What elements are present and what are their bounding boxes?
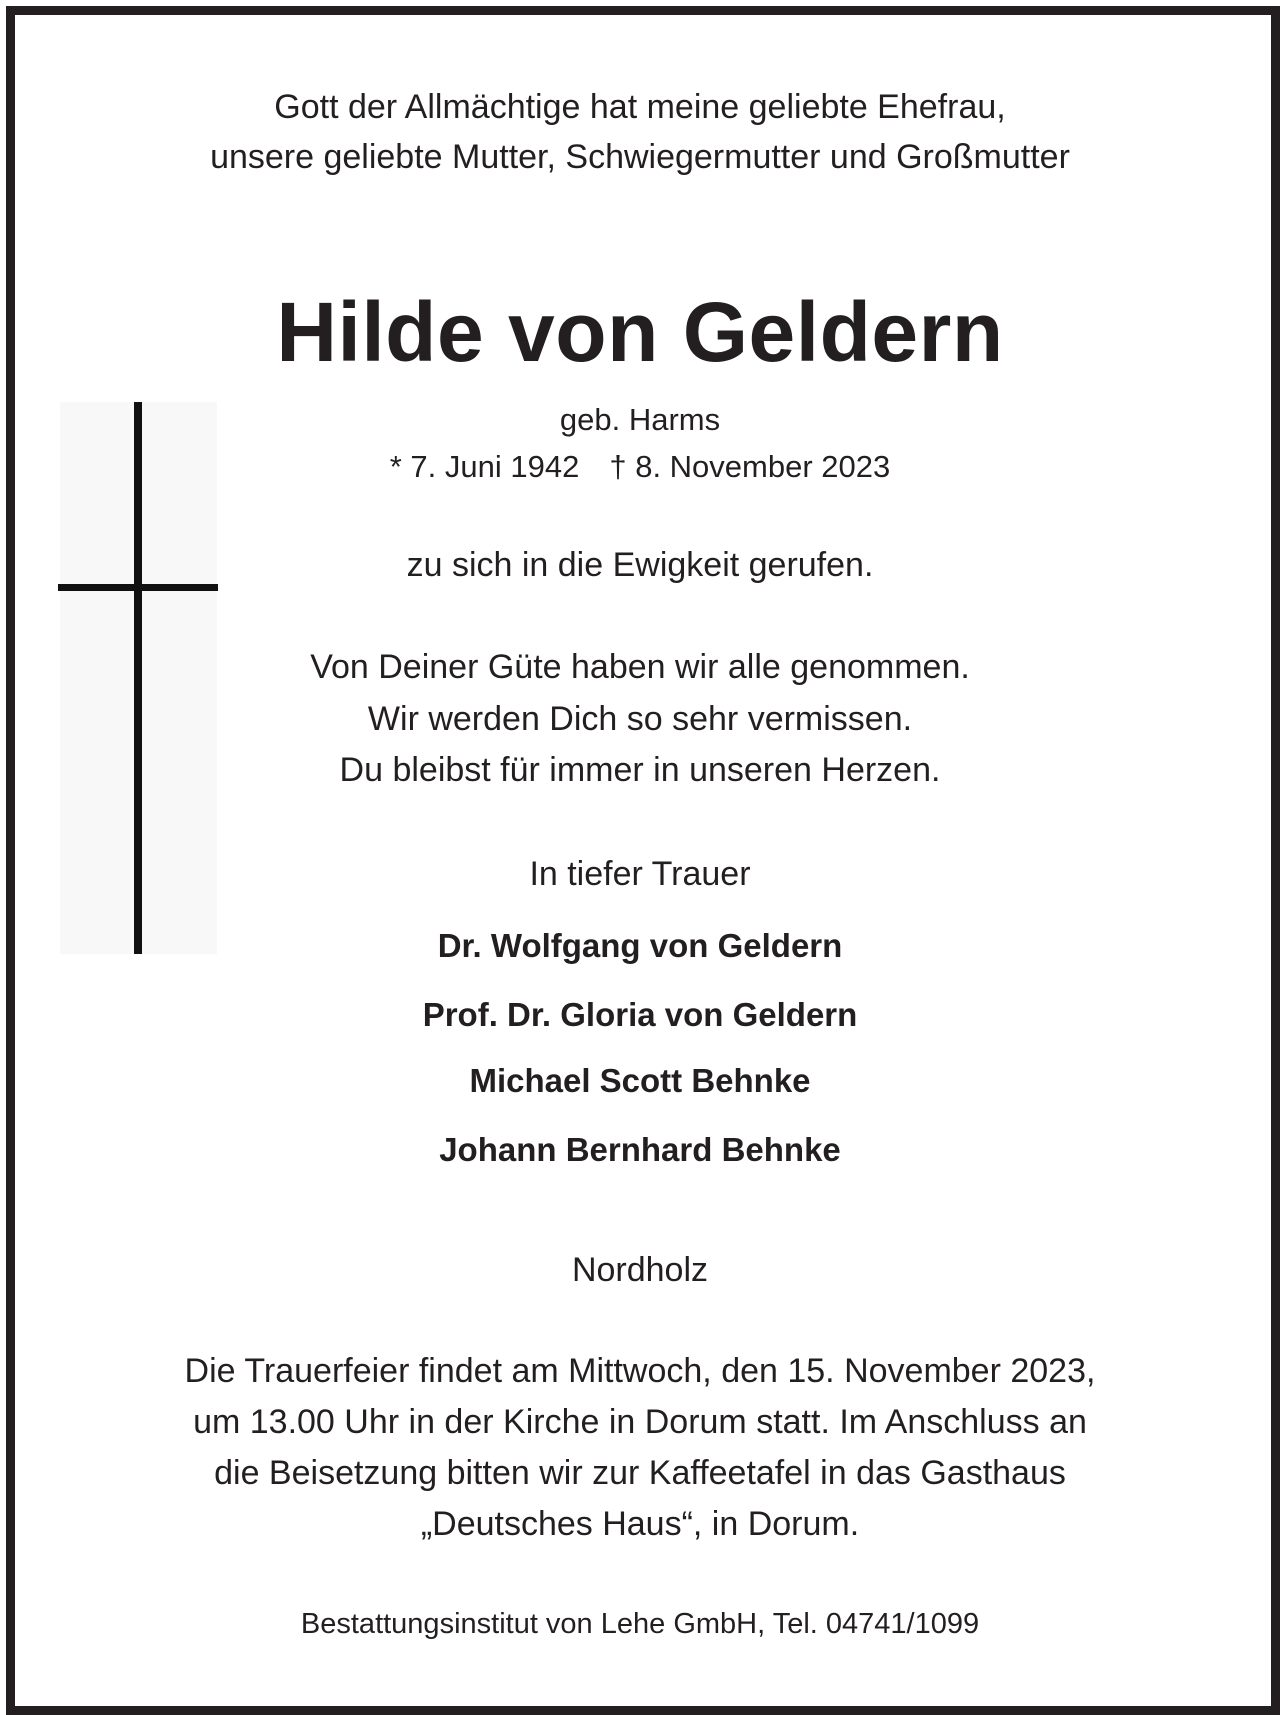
verse-line-3: Du bleibst für immer in unseren Herzen. <box>339 751 941 789</box>
funeral-line-2: um 13.00 Uhr in der Kirche in Dorum statt. Im Anschluss an <box>193 1403 1087 1441</box>
verse-line-1: Von Deiner Güte haben wir alle genommen. <box>310 648 970 686</box>
funeral-line-1: Die Trauerfeier findet am Mittwoch, den 15. November 2023, <box>184 1352 1096 1390</box>
deceased-name: Hilde von Geldern <box>276 285 1004 379</box>
mourning-label: In tiefer Trauer <box>529 855 751 893</box>
death-date: † 8. November 2023 <box>609 449 891 484</box>
funeral-line-3: die Beisetzung bitten wir zur Kaffeetafel in das Gasthaus <box>214 1454 1066 1492</box>
funeral-home-footer: Bestattungsinstitut von Lehe GmbH, Tel. 04741/1099 <box>300 1608 980 1640</box>
cross-icon-horizontal-bar <box>58 584 218 591</box>
funeral-line-4: „Deutsches Haus“, in Dorum. <box>420 1505 860 1543</box>
intro-line-2: unsere geliebte Mutter, Schwiegermutter und Großmutter <box>210 138 1070 176</box>
birth-date: * 7. Juni 1942 <box>389 449 580 484</box>
place: Nordholz <box>571 1251 709 1289</box>
maiden-name: geb. Harms <box>559 402 721 437</box>
intro-line-1: Gott der Allmächtige hat meine geliebte Ehefrau, <box>274 88 1006 126</box>
family-member: Prof. Dr. Gloria von Geldern <box>422 996 858 1033</box>
called-line: zu sich in die Ewigkeit gerufen. <box>406 546 874 584</box>
family-member: Dr. Wolfgang von Geldern <box>437 927 843 964</box>
family-member: Michael Scott Behnke <box>469 1062 811 1099</box>
life-dates <box>0 451 1280 482</box>
verse-line-2: Wir werden Dich so sehr vermissen. <box>367 700 913 738</box>
family-member: Johann Bernhard Behnke <box>439 1131 841 1168</box>
